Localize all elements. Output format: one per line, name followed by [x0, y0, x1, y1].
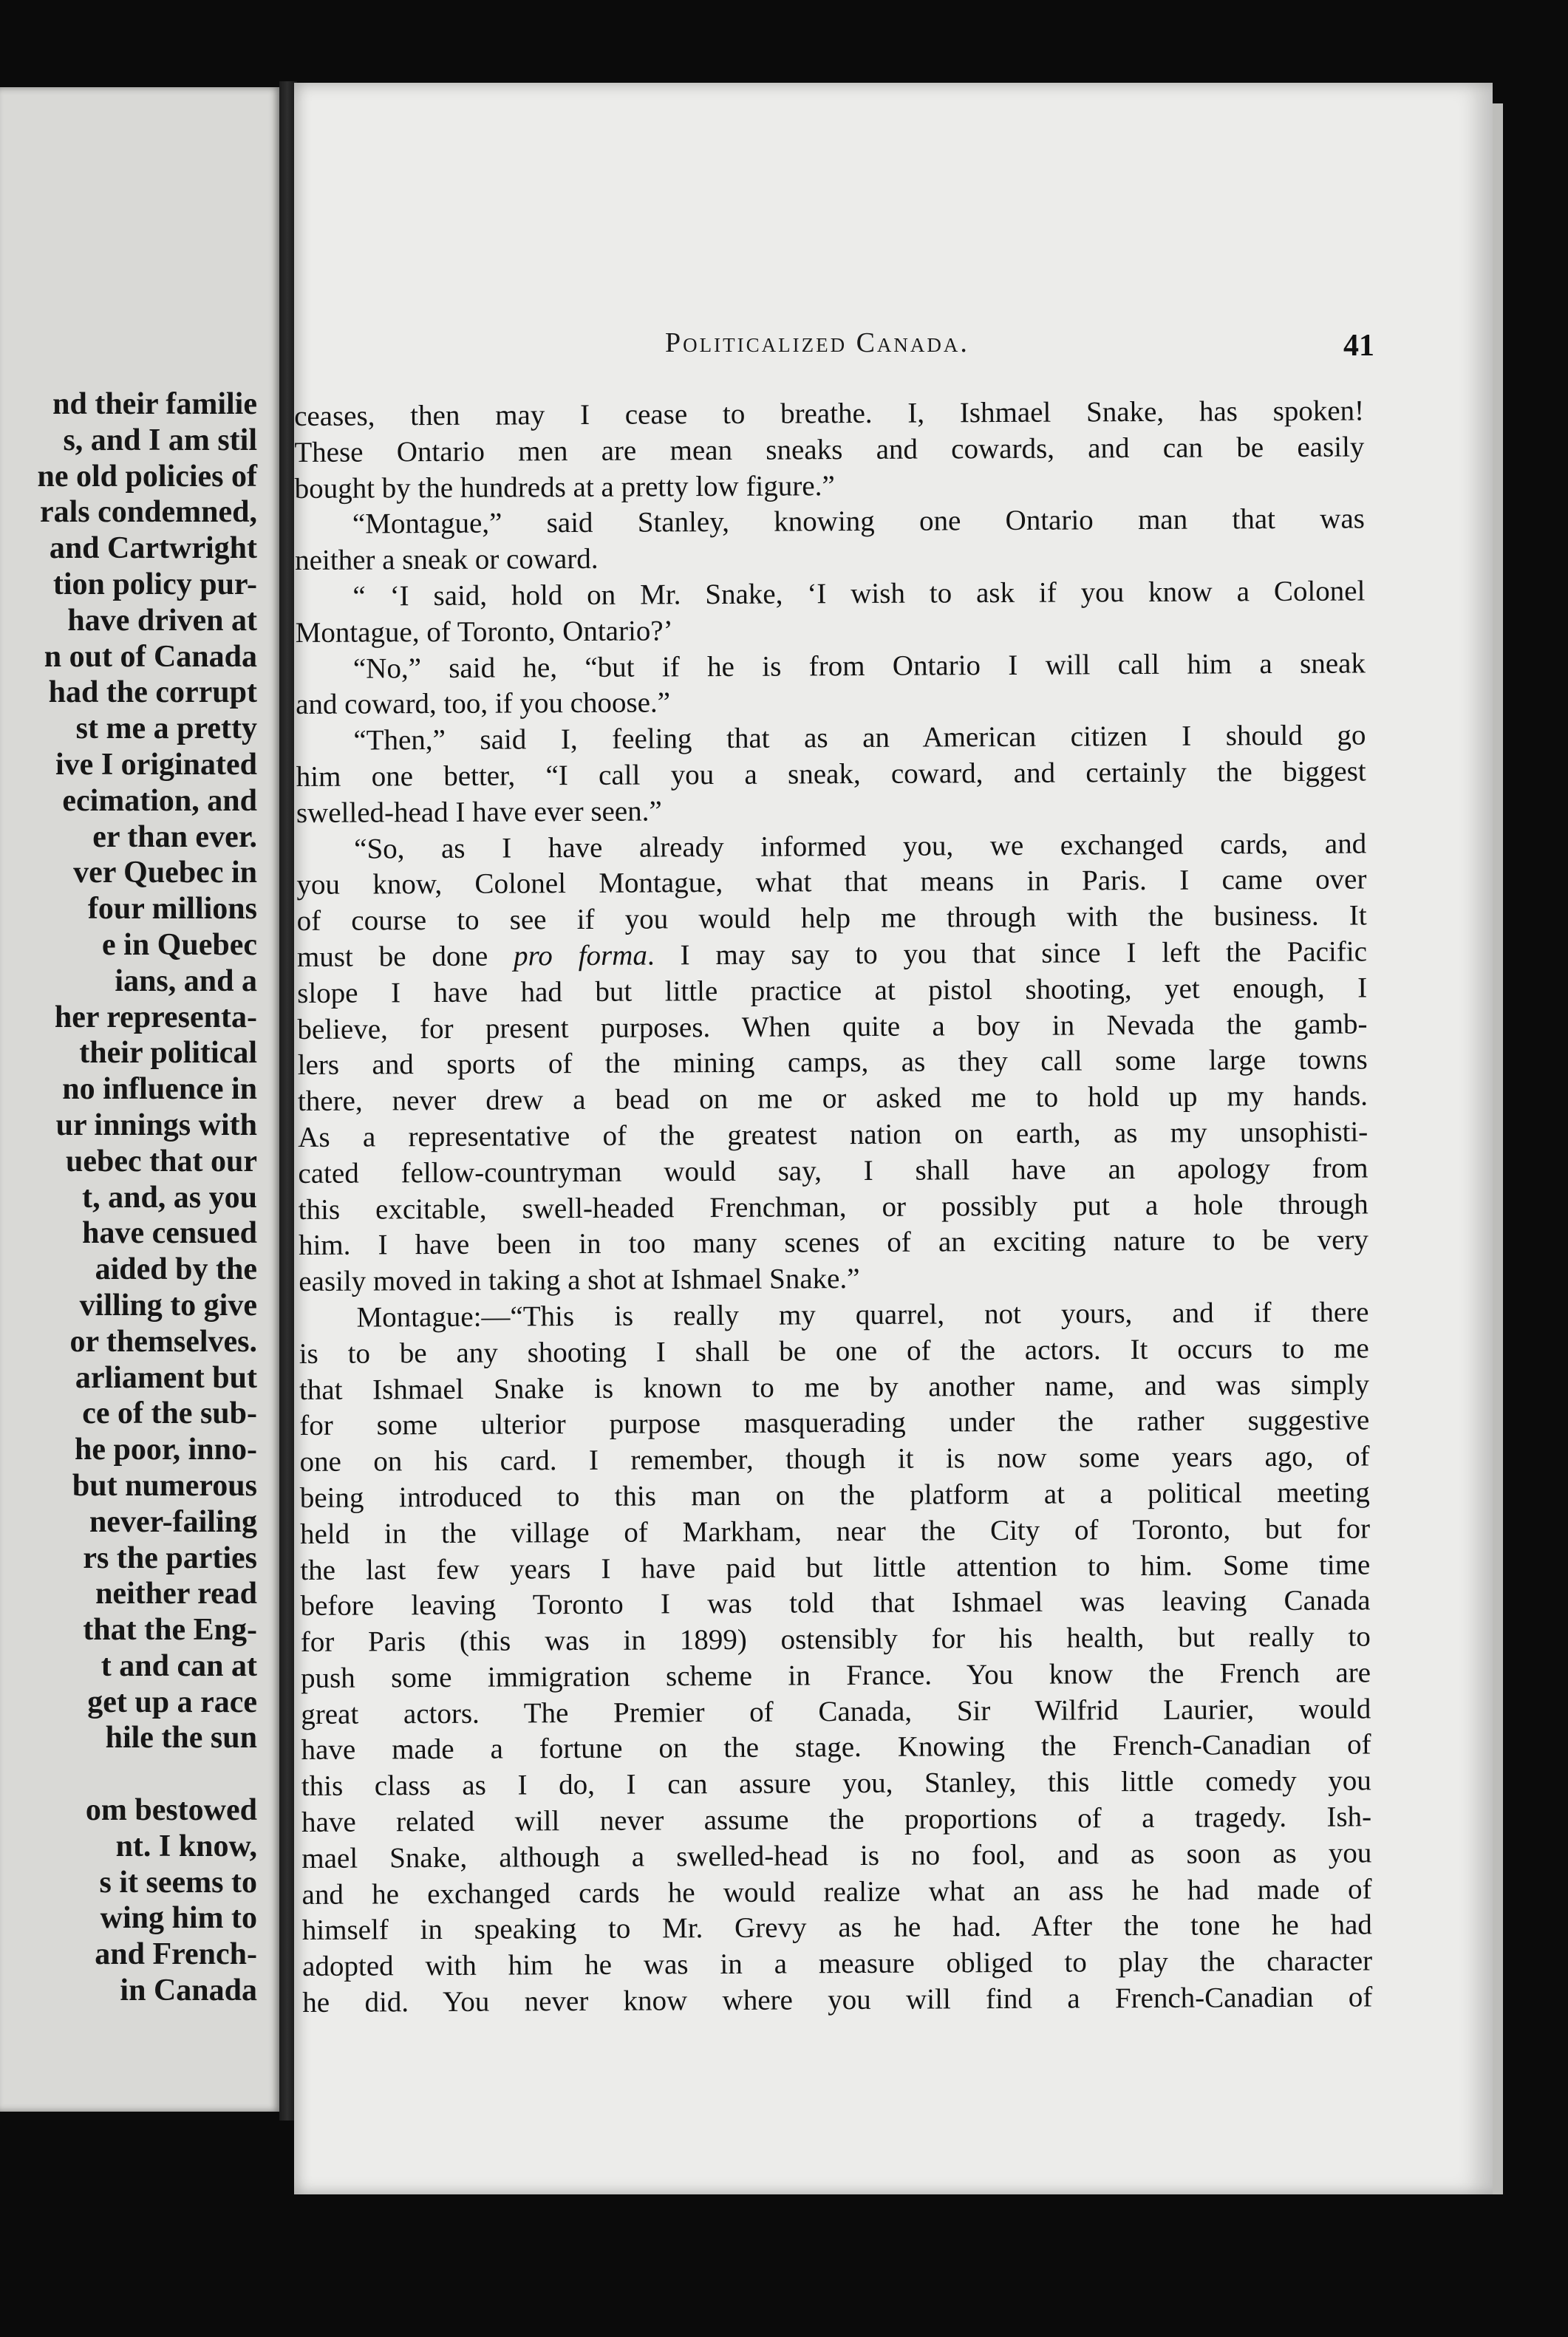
- left-text-line: and French-: [95, 1937, 257, 1972]
- text-line: mael Snake, although a swelled-head is no fool, and as soon as you: [301, 1837, 1372, 1874]
- left-text-line: aided by the: [95, 1252, 257, 1287]
- text-line: ceases, then may I cease to breathe. I, Ishmael Snake, has spoken!: [294, 395, 1365, 432]
- text-line: of course to see if you would help me through with the business. It: [296, 899, 1367, 938]
- text-line: for Paris (this was in 1899) ostensibly for his health, but really to: [300, 1620, 1371, 1659]
- text-line: “No,” said he, “but if he is from Ontario I will call him a sneak: [352, 646, 1366, 685]
- left-text-line: ce of the sub-: [82, 1396, 257, 1431]
- text-line: adopted with him he was in a measure obliged to play the character: [301, 1945, 1373, 1983]
- text-line: for some ulterior purpose masquerading under the rather suggestive: [299, 1404, 1370, 1442]
- text-line: he did. You never know where you will find a French-Canadian of: [302, 1981, 1373, 2019]
- text-line: believe, for present purposes. When quite a boy in Nevada the gamb-: [297, 1007, 1368, 1045]
- left-text-line: rs the parties: [83, 1541, 257, 1575]
- text-line: this class as I do, I can assure you, Stanley, this little comedy you: [301, 1764, 1371, 1803]
- text-line: push some immigration scheme in France. You know the French are: [300, 1657, 1371, 1694]
- left-text-line: hile the sun: [105, 1721, 257, 1756]
- text-line: cated fellow-countryman would say, I shall have an apology from: [298, 1152, 1368, 1190]
- left-text-line: t and can at: [100, 1648, 257, 1683]
- left-text-line: nd their familie: [52, 387, 257, 421]
- left-text-line: wing him to: [100, 1901, 257, 1936]
- text-line: and he exchanged cards he would realize what an ass he had made of: [301, 1873, 1372, 1911]
- left-text-line: n out of Canada: [44, 639, 257, 674]
- text-line: is to be any shooting I shall be one of the actors. It occurs to me: [299, 1332, 1369, 1370]
- left-text-line: have driven at: [67, 603, 257, 638]
- left-text-line: er than ever.: [92, 819, 257, 854]
- left-text-line: her representa-: [54, 1000, 257, 1034]
- text-line: great actors. The Premier of Canada, Sir Wilfrid Laurier, would: [301, 1693, 1371, 1730]
- line-gap: [0, 1756, 257, 1792]
- left-text-line: villing to give: [79, 1288, 257, 1323]
- text-line: As a representative of the greatest nation on earth, as my unsophisti-: [298, 1116, 1368, 1153]
- left-text-line: in Canada: [120, 1973, 257, 2008]
- left-text-line: ur innings with: [55, 1108, 257, 1142]
- left-text-line: om bestowed: [85, 1793, 257, 1828]
- left-text-line: tion policy pur-: [52, 567, 257, 601]
- running-title: Politicalized Canada.: [665, 327, 969, 358]
- left-text-line: have censued: [82, 1216, 257, 1251]
- page-edge: [1493, 103, 1503, 2194]
- text-line: slope I have had but little practice at pistol shooting, yet enough, I: [297, 972, 1368, 1009]
- left-text-line: ians, and a: [115, 963, 257, 998]
- left-text-line: no influence in: [62, 1072, 257, 1107]
- left-page-fragment: [0, 87, 281, 2112]
- text-line: and coward, too, if you choose.”: [296, 686, 671, 721]
- left-text-line: ne old policies of: [37, 459, 257, 494]
- text-line: “So, as I have already informed you, we exchanged cards, and: [354, 827, 1367, 865]
- left-text-line: their political: [79, 1036, 257, 1071]
- text-line: him one better, “I call you a sneak, coward, and certainly the biggest: [296, 755, 1366, 793]
- left-text-line: ive I originated: [55, 747, 257, 782]
- text-line: bought by the hundreds at a pretty low figure.”: [294, 469, 835, 505]
- left-page-text-column: [0, 386, 257, 2009]
- text-line: there, never drew a bead on me or asked me to hold up my hands.: [297, 1079, 1368, 1118]
- left-text-line: nt. I know,: [115, 1829, 257, 1863]
- text-line: held in the village of Markham, near the City of Toronto, but for: [299, 1512, 1371, 1550]
- text-line: you know, Colonel Montague, what that means in Paris. I came over: [296, 863, 1367, 901]
- left-text-line: he poor, inno-: [74, 1433, 257, 1467]
- text-line: have related will never assume the proportions of a tragedy. Ish-: [301, 1801, 1372, 1839]
- left-text-line: rals condemned,: [40, 495, 257, 530]
- text-line: These Ontario men are mean sneaks and cowards, and can be easily: [294, 431, 1365, 468]
- page-number: 41: [1343, 329, 1374, 363]
- text-line: him. I have been in too many scenes of an exciting nature to be very: [298, 1224, 1369, 1262]
- text-line: neither a sneak or coward.: [295, 543, 599, 577]
- left-text-line: get up a race: [87, 1685, 257, 1719]
- left-text-line: st me a pretty: [75, 712, 257, 746]
- text-line: “ ‘I said, hold on Mr. Snake, ‘I wish to ask if you know a Colonel: [352, 575, 1366, 613]
- text-line: himself in speaking to Mr. Grevy as he had. After the tone he had: [301, 1908, 1372, 1947]
- text-line: “Then,” said I, feeling that as an American citizen I should go: [353, 719, 1366, 757]
- left-text-line: s it seems to: [99, 1865, 257, 1900]
- text-line: “Montague,” said Stanley, knowing one Ontario man that was: [352, 502, 1365, 540]
- left-text-line: but numerous: [72, 1468, 257, 1503]
- text-line: Montague, of Toronto, Ontario?’: [295, 615, 673, 649]
- text-line: before leaving Toronto I was told that Ishmael was leaving Canada: [300, 1584, 1371, 1623]
- left-text-line: neither read: [95, 1577, 257, 1611]
- left-text-line: s, and I am stil: [63, 423, 257, 457]
- left-text-line: ver Quebec in: [73, 856, 257, 890]
- text-line: must be done pro forma. I may say to you that since I left the Pacific: [296, 935, 1368, 973]
- italic-phrase: pro forma: [513, 939, 648, 972]
- text-line: one on his card. I remember, though it is now some years ago, of: [299, 1440, 1370, 1478]
- left-text-line: t, and, as you: [82, 1180, 257, 1215]
- left-text-line: never-failing: [89, 1504, 257, 1539]
- left-text-line: uebec that our: [66, 1144, 257, 1178]
- left-text-line: ecimation, and: [62, 783, 257, 818]
- text-line: swelled-head I have ever seen.”: [296, 795, 662, 829]
- left-text-line: and Cartwright: [49, 531, 257, 566]
- left-text-line: or themselves.: [69, 1324, 257, 1359]
- left-text-line: that the Eng-: [83, 1613, 257, 1648]
- left-text-line: four millions: [87, 892, 257, 927]
- text-line: the last few years I have paid but little attention to him. Some time: [300, 1548, 1371, 1586]
- running-head: [665, 327, 1404, 371]
- text-line: being introduced to this man on the platform at a political meeting: [299, 1476, 1370, 1514]
- text-line: this excitable, swell-headed Frenchman, or possibly put a hole through: [298, 1187, 1368, 1226]
- body-text-column: [294, 393, 1372, 2021]
- text-line: Montague:—“This is really my quarrel, not yours, and if there: [356, 1296, 1369, 1334]
- text-line: have made a fortune on the stage. Knowing the French-Canadian of: [301, 1728, 1371, 1767]
- text-line: lers and sports of the mining camps, as they call some large towns: [297, 1043, 1368, 1082]
- left-text-line: arliament but: [75, 1360, 257, 1395]
- text-line: that Ishmael Snake is known to me by another name, and was simply: [299, 1368, 1370, 1406]
- text-line: easily moved in taking a shot at Ishmael Snake.”: [299, 1263, 860, 1298]
- left-text-line: e in Quebec: [102, 927, 257, 962]
- left-text-line: had the corrupt: [48, 675, 257, 710]
